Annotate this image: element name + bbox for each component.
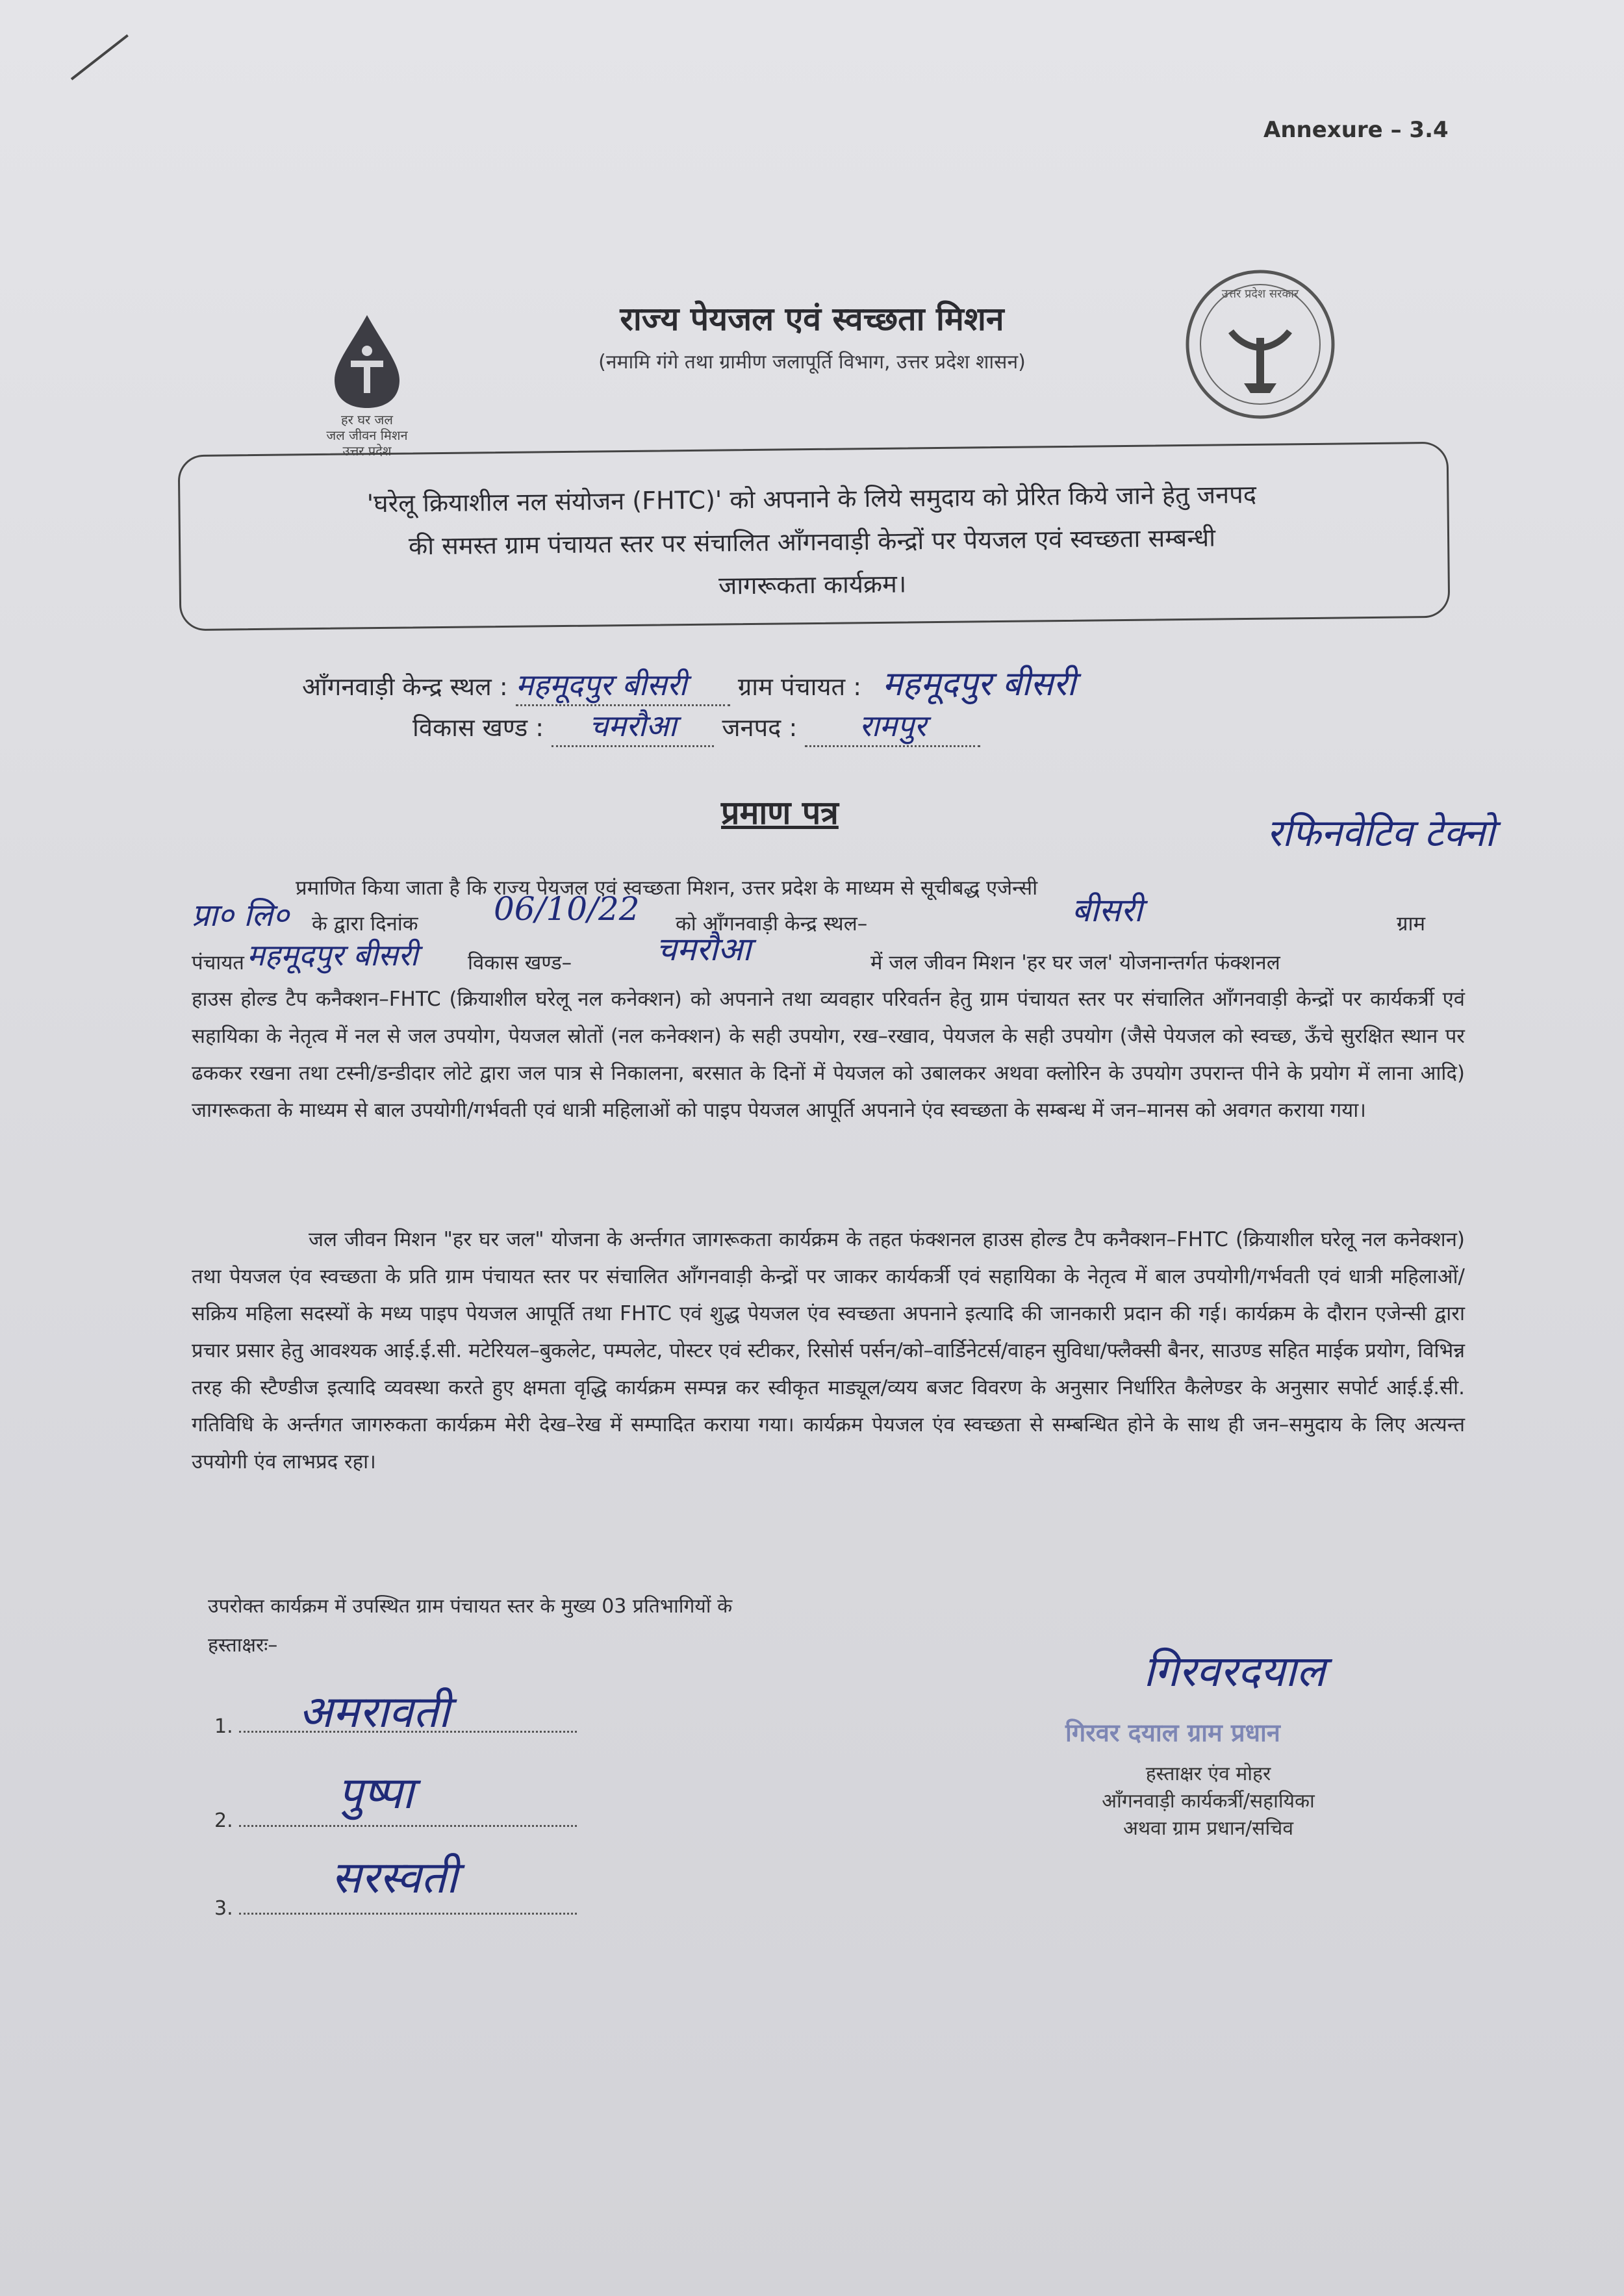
authority-label-1: हस्ताक्षर एंव मोहर [1145, 1763, 1271, 1785]
p1-line-3c: में जल जीवन मिशन 'हर घर जल' योजनान्तर्गत फंक्शनल [870, 951, 1280, 975]
p1-line-1: प्रमाणित किया जाता है कि राज्य पेयजल एवं स्वच्छता मिशन, उत्तर प्रदेश के माध्यम से सूचीबद्ध एजेन्सी [296, 876, 1038, 900]
participant-3-num: 3. [214, 1897, 233, 1920]
participant-3-line [239, 1913, 577, 1915]
program-line-3: जागरूकता कार्यक्रम। [718, 569, 907, 600]
mission-title: राज्य पेयजल एवं स्वच्छता मिशन [620, 300, 1004, 338]
seal-text: उत्तर प्रदेश सरकार [1221, 287, 1299, 301]
date-handwritten: 06/10/22 [494, 890, 640, 928]
p1-body: हाउस होल्ड टैप कनैक्शन–FHTC (क्रियाशील घरेलू नल कनेक्शन) को अपनाने तथा व्यवहार परिवर्तन हेतु ग्राम पंचायत स्तर पर संचालित आँगनवाड़ी केन्द्रों पर कार्यकर्त्री एवं सहायिका के नेतृत्व में नल से जल उपयोग, पेयजल स्रोतों (नल कनेक्शन) के सही उपयोग, रख–रखाव, पेयजल के सही उपयोग (जैसे पेयजल को स्वच्छ, ऊँचे सुरक्षित स्थान पर ढककर रखना तथा टस्नी/डन्डीदार लोटे द्वारा जल पात्र से निकालना, बरसात के दिनों में पेयजल को उबालकर अथवा क्लोरिन के उपयोग उपरान्त पीने के प्रयोग में लाना आदि) जागरूकता के माध्यम से बाल उपयोगी/गर्भवती एवं धात्री महिलाओं को पाइप पेयजल आपूर्ति अपनाने एंव स्वच्छता के सम्बन्ध में जन–मानस को अवगत कराया गया। [192, 988, 1465, 1122]
annexure-label: Annexure – 3.4 [1263, 117, 1449, 143]
authority-labels [1039, 1761, 1377, 1843]
block-district-field [412, 705, 980, 747]
participants-intro: उपरोक्त कार्यक्रम में उपस्थित ग्राम पंचायत स्तर के मुख्य 03 प्रतिभागियों के [208, 1595, 733, 1618]
logo-line-1: हर घर जल [341, 412, 393, 427]
block-handwritten: चमरौआ [656, 930, 752, 968]
p2-body: जल जीवन मिशन "हर घर जल" योजना के अर्न्तगत जागरूकता कार्यक्रम के तहत फंक्शनल हाउस होल्ड टैप कनैक्शन–FHTC (क्रियाशील घरेलू नल कनेक्शन) तथा पेयजल एंव स्वच्छता के प्रति ग्राम पंचायत स्तर पर संचालित आँगनवाड़ी केन्द्रों पर जाकर कार्यकर्त्री एवं सहायिका के नेतृत्व में बाल उपयोगी/गर्भवती एवं धात्री महिलाओं/सक्रिय महिला सदस्यों के मध्य पाइप पेयजल आपूर्ति तथा FHTC एवं शुद्ध पेयजल एंव स्वच्छता अपनाने इत्यादि की जानकारी प्रदान की गई। कार्यक्रम के दौरान एजेन्सी द्वारा प्रचार प्रसार हेतु आवश्यक आई.ई.सी. मटेरियल–बुकलेट, पम्पलेट, पोस्टर एवं स्टीकर, रिसोर्स पर्सन/को–वार्डिनेटर्स/वाहन सुविधा/फ्लैक्सी बैनर, साउण्ड सहित माईक प्रयोग, विभिन्न तरह की स्टैण्डीज इत्यादि व्यवस्था करते हुए क्षमता वृद्धि कार्यक्रम सम्पन्न कर स्वीकृत माड्यूल/व्यय बजट विवरण के अनुसार निर्धारित कैलेण्डर के अनुसार सपोर्ट आई.ई.सी. गतिविधि के अर्न्तगत जागरुकता कार्यक्रम मेरी देख–रेख में सम्पादित कराया गया। कार्यक्रम पेयजल एंव स्वच्छता से सम्बन्धित होने के साथ ही जन–समुदाय के लिए अत्यन्त उपयोगी एंव लाभप्रद रहा। [192, 1228, 1465, 1473]
district-label: जनपद : [722, 713, 798, 742]
mission-subtitle: (नमामि गंगे तथा ग्रामीण जलापूर्ति विभाग, उत्तर प्रदेश शासन) [598, 351, 1026, 374]
participant-2-name: पुष्पा [338, 1768, 414, 1819]
p1-line-3a: पंचायत [192, 951, 244, 975]
certificate-heading: प्रमाण पत्र [721, 794, 839, 832]
agency-handwritten: रफिनवेटिव टेक्नो [1267, 811, 1495, 855]
district-value: रामपुर [805, 705, 980, 747]
p1-line-2a: के द्वारा दिनांक [312, 912, 418, 936]
participant-3-name: सरस्वती [331, 1852, 458, 1904]
panchayat-value: महमूदपुर बीसरी [882, 665, 1076, 704]
anganwadi-label: आँगनवाड़ी केन्द्र स्थल : [302, 672, 508, 701]
p1-line-2b: को आँगनवाड़ी केन्द्र स्थल– [676, 912, 868, 936]
p1-line-3b: विकास खण्ड– [468, 951, 572, 975]
participant-1-name: अमरावती [299, 1687, 450, 1738]
panchayat-handwritten: महमूदपुर बीसरी [247, 938, 418, 973]
logo-line-2: जल जीवन मिशन [326, 427, 408, 443]
authority-signature: गिरवरदयाल [1143, 1646, 1326, 1696]
block-label: विकास खण्ड : [412, 713, 544, 742]
participants-sign-label: हस्ताक्षरः– [208, 1634, 278, 1657]
participant-2-num: 2. [214, 1809, 233, 1832]
anganwadi-field [302, 659, 1076, 706]
authority-label-2: आँगनवाड़ी कार्यकर्त्री/सहायिका [1102, 1790, 1315, 1813]
block-value: चमरौआ [552, 705, 714, 747]
pen-mark [71, 34, 129, 81]
program-box-text [207, 471, 1417, 612]
participant-2-line [239, 1825, 577, 1827]
site-handwritten: बीसरी [1072, 891, 1143, 929]
participant-1-num: 1. [214, 1715, 233, 1738]
authority-stamp: गिरवर दयाल ग्राम प्रधान [1065, 1718, 1280, 1747]
up-government-seal [1182, 266, 1338, 422]
panchayat-label: ग्राम पंचायत : [737, 672, 862, 701]
agency-suffix-handwritten: प्रा० लि० [192, 897, 289, 934]
authority-label-3: अथवा ग्राम प्रधान/सचिव [1123, 1817, 1294, 1840]
program-line-2: की समस्त ग्राम पंचायत स्तर पर संचालित आँगनवाड़ी केन्द्रों पर पेयजल एवं स्वच्छता सम्बन्धी [408, 523, 1216, 561]
logo-line-3: उत्तर प्रदेश [342, 443, 392, 459]
p1-line-2c: ग्राम [1397, 912, 1426, 936]
anganwadi-value: महमूदपुर बीसरी [516, 664, 730, 706]
program-line-1: 'घरेलू क्रियाशील नल संयोजन (FHTC)' को अपनाने के लिये समुदाय को प्रेरित किये जाने हेतु जनपद [366, 479, 1257, 518]
